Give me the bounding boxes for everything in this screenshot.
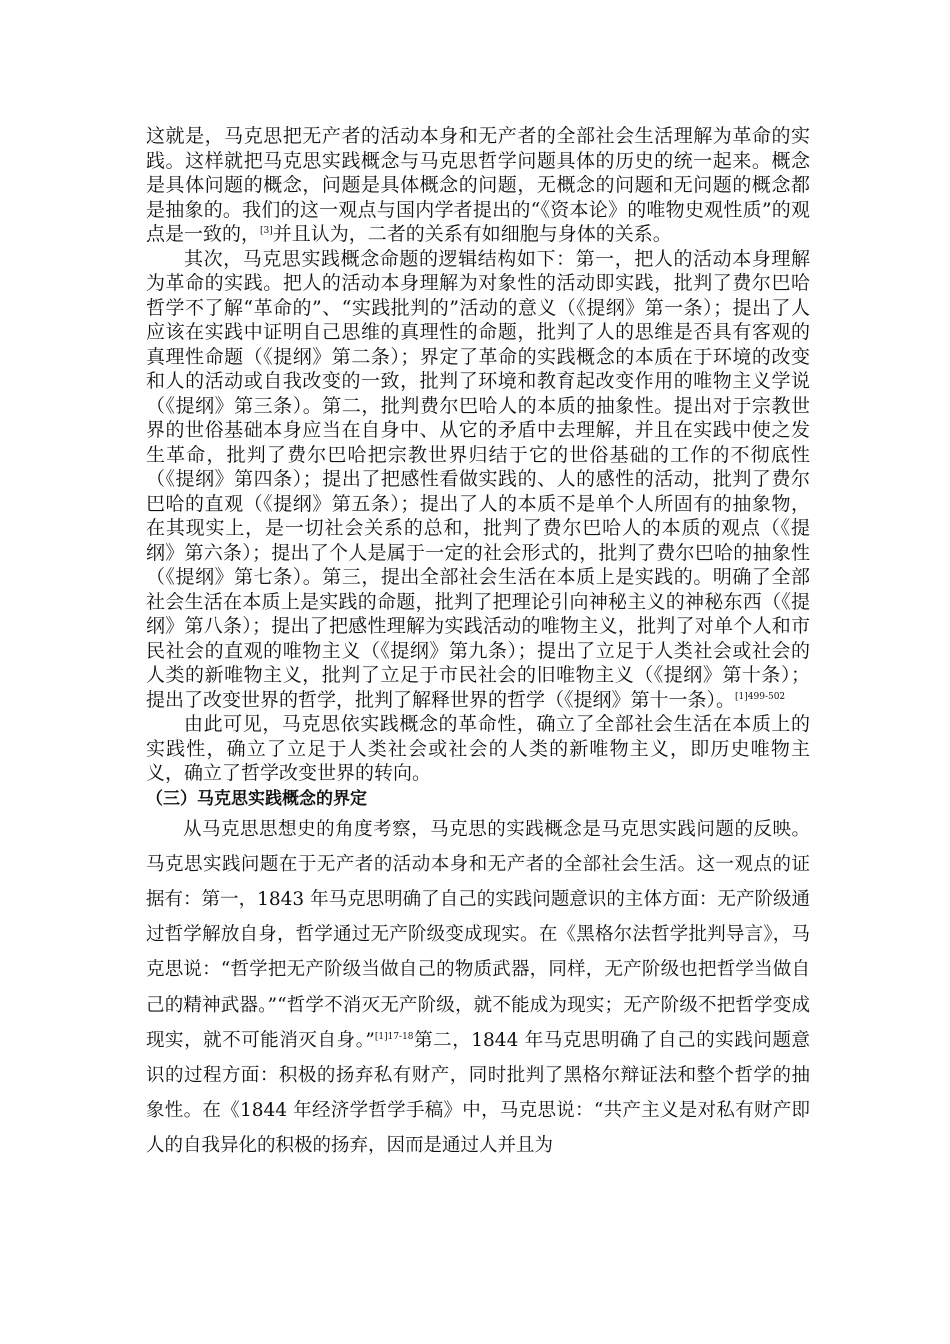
section-paragraph-part2: 第二，1844 年马克思明确了自己的实践问题意识的过程方面：积极的扬弃私有财产，同时批判了黑格尔辩证法和整个哲学的抽象性。在《1844 年经济学哲学手稿》中，马克思说：“共产主义是对私有财产即人的自我异化的积极的扬弃，因而是通过人并且为 xyxy=(146,1029,810,1157)
document-body xyxy=(146,124,810,1164)
paragraph-1-text: 这就是，马克思把无产者的活动本身和无产者的全部社会生活理解为革命的实践。这样就把马克思实践概念与马克思哲学问题具体的历史的统一起来。概念是具体问题的概念，问题是具体概念的问题，无概念的问题和无问题的概念都是抽象的。我们的这一观点与国内学者提出的“《资本论》的唯物史观性质”的观点是一致的， xyxy=(146,125,810,245)
citation-ref: [1]17-18 xyxy=(374,1031,414,1042)
section-paragraph-part1: 从马克思思想史的角度考察，马克思的实践概念是马克思实践问题的反映。马克思实践问题在于无产者的活动本身和无产者的全部社会生活。这一观点的证据有：第一，1843 年马克思明确了自己的实践问题意识的主体方面：无产阶级通过哲学解放自身，哲学通过无产阶级变成现实。在《黑格尔法哲学批判导言》，马克思说：“哲学把无产阶级当做自己的物质武器，同样，无产阶级也把哲学当做自己的精神武器。”“哲学不消灭无产阶级，就不能成为现实；无产阶级不把哲学变成现实，就不可能消灭自身。” xyxy=(146,818,810,1051)
citation-ref: [1]499-502 xyxy=(735,691,786,702)
section-paragraph xyxy=(146,812,810,1164)
paragraph-1-tail: 并且认为，二者的关系有如细胞与身体的关系。 xyxy=(272,223,672,245)
paragraph-1 xyxy=(146,124,810,247)
paragraph-2 xyxy=(146,247,810,713)
paragraph-3: 由此可见，马克思依实践概念的革命性，确立了全部社会生活在本质上的实践性，确立了立足于人类社会或社会的人类的新唯物主义，即历史唯物主义，确立了哲学改变世界的转向。 xyxy=(146,713,810,784)
section-heading: （三）马克思实践概念的界定 xyxy=(146,788,367,809)
paragraph-2-text: 其次，马克思实践概念命题的逻辑结构如下：第一，把人的活动本身理解为革命的实践。把人的活动本身理解为对象性的活动即实践，批判了费尔巴哈哲学不了解“革命的”、“实践批判的”活动的意义（《提纲》第一条）；提出了人应该在实践中证明自己思维的真理性的命题，批判了人的思维是否具有客观的真理性命题（《提纲》第二条）；界定了革命的实践概念的本质在于环境的改变和人的活动或自我改变的一致，批判了环境和教育起改变作用的唯物主义学说（《提纲》第三条）。第二，批判费尔巴哈人的本质的抽象性。提出对于宗教世界的世俗基础本身应当在自身中、从它的矛盾中去理解，并且在实践中使之发生革命，批判了费尔巴哈把宗教世界归结于它的世俗基础的工作的不彻底性（《提纲》第四条）；提出了把感性看做实践的、人的感性的活动，批判了费尔巴哈的直观（《提纲》第五条）；提出了人的本质不是单个人所固有的抽象物，在其现实上，是一切社会关系的总和，批判了费尔巴哈人的本质的观点（《提纲》第六条）；提出了个人是属于一定的社会形式的，批判了费尔巴哈的抽象性（《提纲》第七条）。第三，提出全部社会生活在本质上是实践的。明确了全部社会生活在本质上是实践的命题，批判了把理论引向神秘主义的神秘东西（《提纲》第八条）；提出了把感性理解为实践活动的唯物主义，批判了对单个人和市民社会的直观的唯物主义（《提纲》第九条）；提出了立足于人类社会或社会的人类的新唯物主义，批判了立足于市民社会的旧唯物主义（《提纲》第十条）；提出了改变世界的哲学，批判了解释世界的哲学（《提纲》第十一条）。 xyxy=(146,247,810,711)
citation-ref: [3] xyxy=(260,226,273,236)
